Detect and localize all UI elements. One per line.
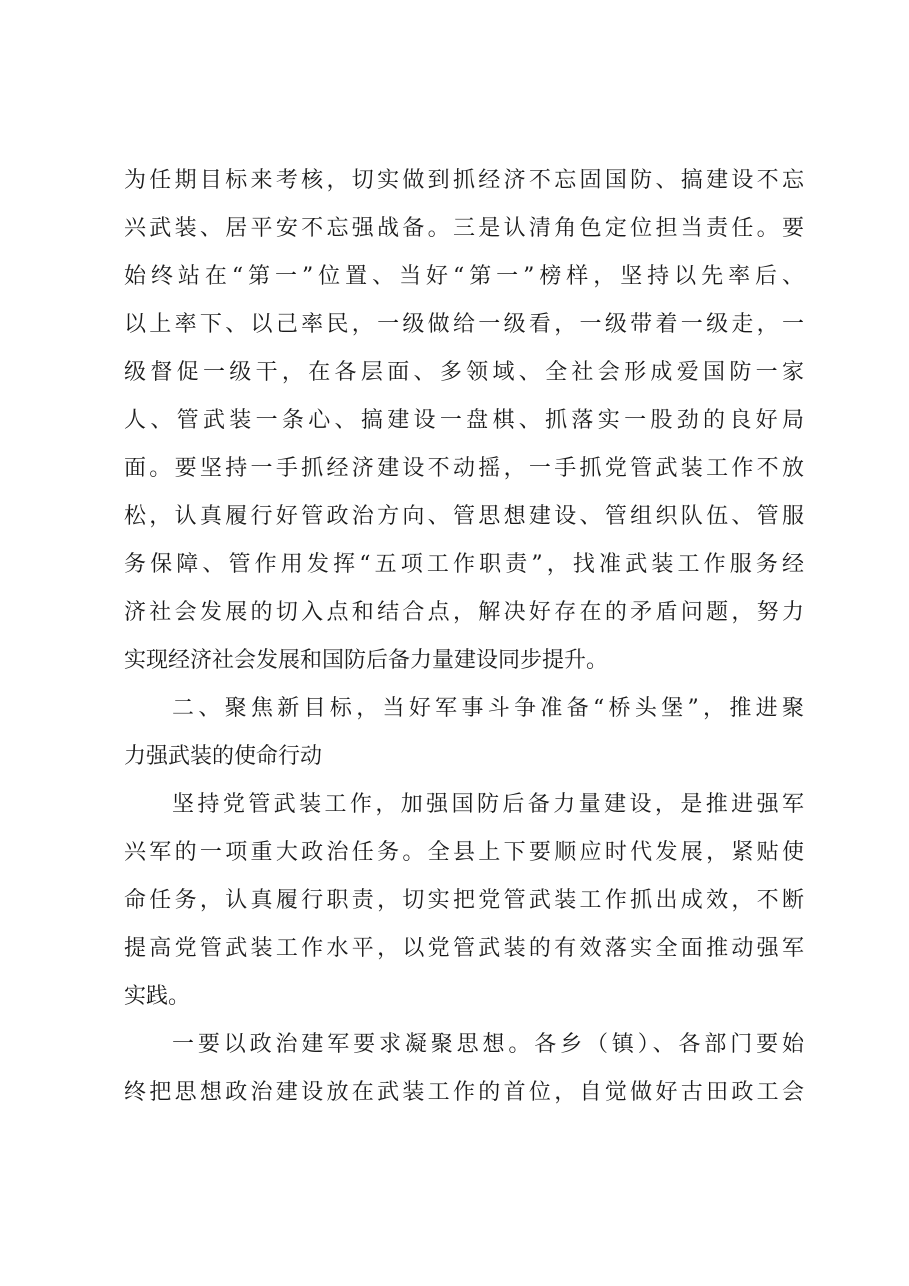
body-text-line: 务保障、管作用发挥“五项工作职责”，找准武装工作服务经	[124, 552, 804, 577]
section-heading-line: 力强武装的使命行动	[124, 744, 323, 769]
body-text-line: 人、管武装一条心、搞建设一盘棋、抓落实一股劲的良好局	[124, 408, 804, 433]
body-text-line: 级督促一级干，在各层面、多领域、全社会形成爱国防一家	[124, 360, 804, 385]
body-text-line: 济社会发展的切入点和结合点，解决好存在的矛盾问题，努力	[124, 600, 804, 625]
body-text-line: 始终站在“第一”位置、当好“第一”榜样，坚持以先率后、	[124, 264, 804, 289]
section-heading-line: 二、聚焦新目标，当好军事斗争准备“桥头堡”，推进聚	[172, 696, 804, 721]
body-text-line: 坚持党管武装工作，加强国防后备力量建设，是推进强军	[172, 792, 804, 817]
body-text-line: 兴军的一项重大政治任务。全县上下要顺应时代发展，紧贴使	[124, 840, 804, 865]
body-text-line: 兴武装、居平安不忘强战备。三是认清角色定位担当责任。要	[124, 216, 804, 241]
body-text-line: 松，认真履行好管政治方向、管思想建设、管组织队伍、管服	[124, 504, 804, 529]
body-text-line: 以上率下、以己率民，一级做给一级看，一级带着一级走，一	[124, 312, 804, 337]
body-text-line: 命任务，认真履行职责，切实把党管武装工作抓出成效，不断	[124, 888, 804, 913]
body-text-line: 一要以政治建军要求凝聚思想。各乡（镇）、各部门要始	[172, 1032, 804, 1057]
body-text-line: 实现经济社会发展和国防后备力量建设同步提升。	[124, 648, 609, 673]
body-text-line: 提高党管武装工作水平，以党管武装的有效落实全面推动强军	[124, 936, 804, 961]
body-text-line: 为任期目标来考核，切实做到抓经济不忘固国防、搞建设不忘	[124, 168, 804, 193]
body-text-line: 面。要坚持一手抓经济建设不动摇，一手抓党管武装工作不放	[124, 456, 804, 481]
body-text-line: 终把思想政治建设放在武装工作的首位，自觉做好古田政工会	[124, 1080, 804, 1105]
body-text-line: 实践。	[124, 984, 191, 1009]
